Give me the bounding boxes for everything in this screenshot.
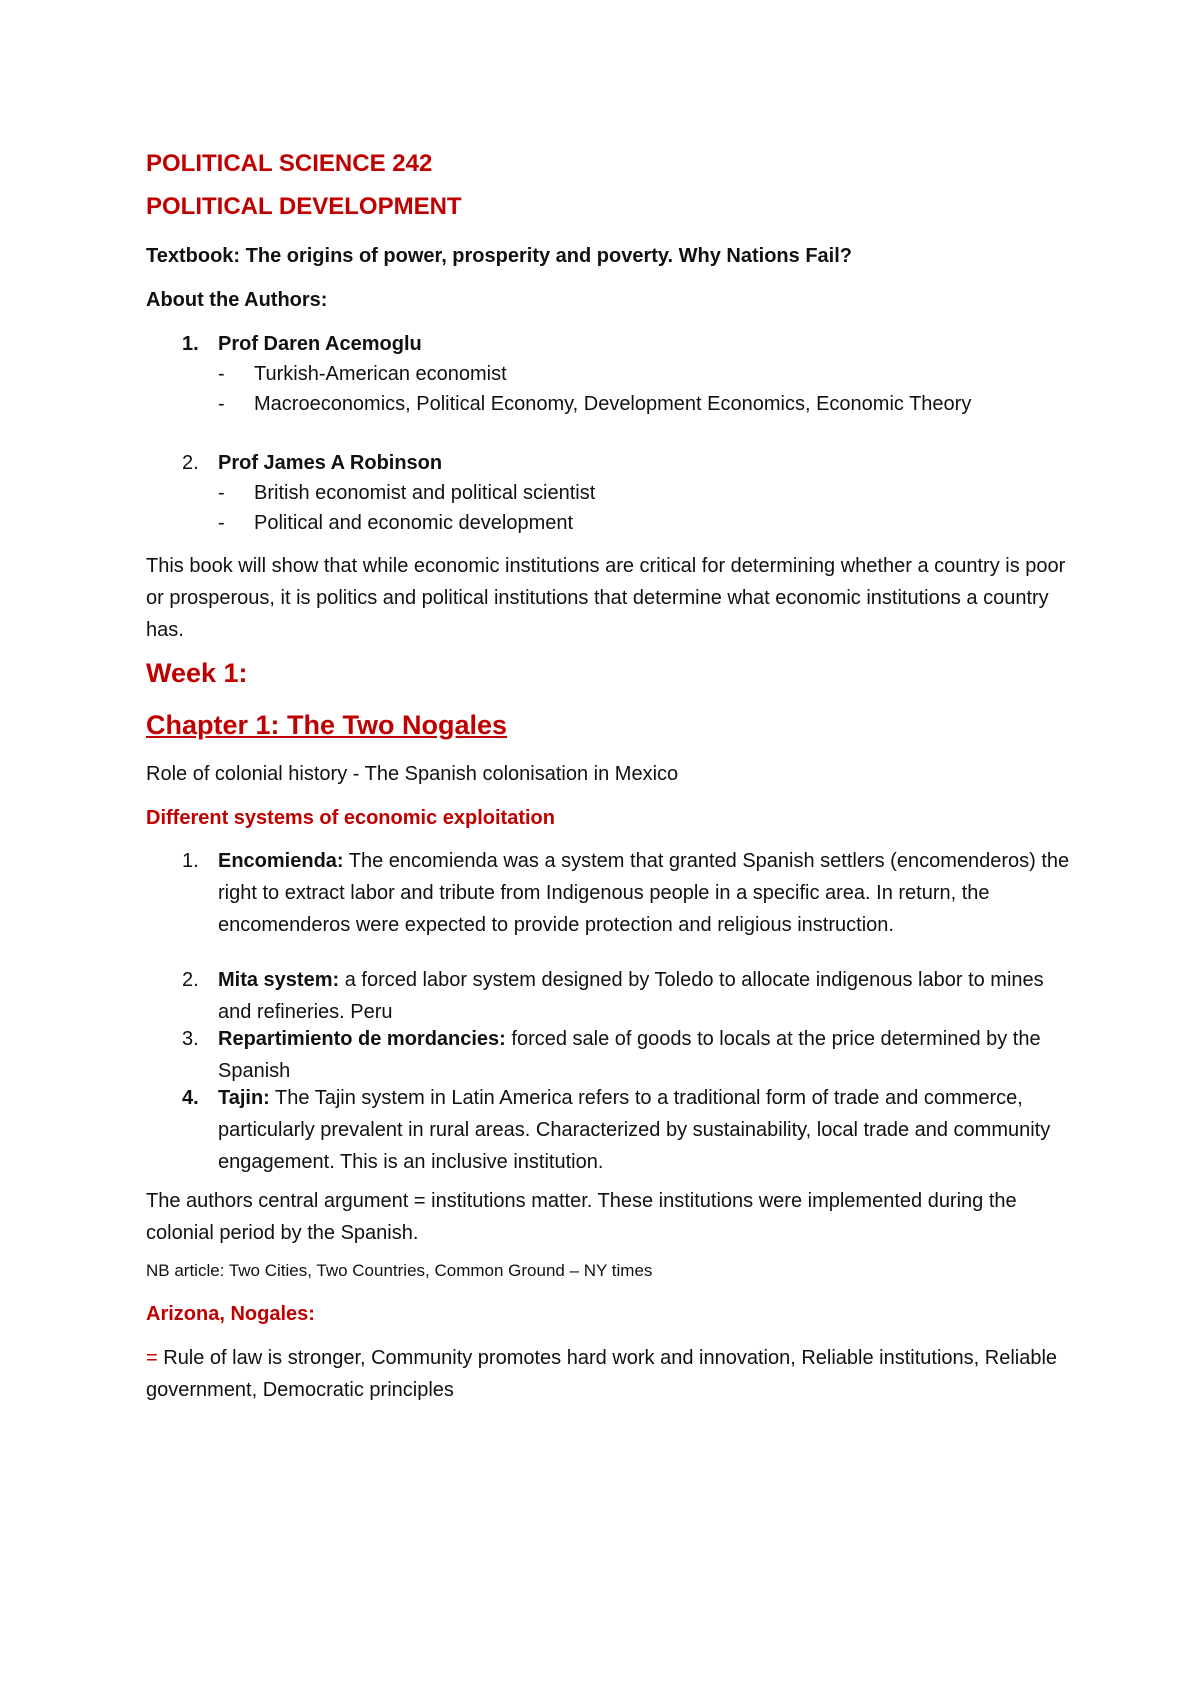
week-heading: Week 1: [146,658,248,688]
system-term: Mita system: [218,969,340,991]
system-term: Encomienda: [218,850,344,872]
author-detail: Turkish-American economist [254,363,507,385]
arizona-heading: Arizona, Nogales: [146,1303,315,1325]
system-item-tajin [218,1082,1078,1178]
about-authors-heading: About the Authors: [146,289,328,311]
system-item-encomienda [218,845,1078,941]
systems-heading: Different systems of economic exploitation [146,807,555,829]
system-term: Repartimiento de mordancies: [218,1028,506,1050]
arizona-paragraph [146,1342,1076,1406]
nb-article-note: NB article: Two Cities, Two Countries, Common Ground – NY times [146,1261,653,1280]
textbook-line: Textbook: The origins of power, prosperity and poverty. Why Nations Fail? [146,245,852,267]
list-dash: - [218,393,225,415]
system-item-mita [218,964,1078,1028]
author-detail: Macroeconomics, Political Economy, Development Economics, Economic Theory [254,393,972,415]
equals-sign: = [146,1347,158,1369]
author-number: 1. [182,333,199,355]
list-dash: - [218,363,225,385]
author-number: 2. [182,452,199,474]
arizona-description: Rule of law is stronger, Community promotes hard work and innovation, Reliable institutions, Reliable government, Democratic principles [146,1347,1058,1401]
system-item-repartimiento [218,1023,1078,1087]
system-number: 1. [182,850,199,872]
author-detail: British economist and political scientist [254,482,596,504]
list-dash: - [218,512,225,534]
argument-paragraph: The authors central argument = institutions matter. These institutions were implemented during the colonial period by the Spanish. [146,1190,1017,1244]
author-name: Prof James A Robinson [218,452,443,474]
system-description: forced sale of goods to locals at the price determined by the Spanish [218,1028,1041,1082]
author-name: Prof Daren Acemoglu [218,333,422,355]
system-description: The Tajin system in Latin America refers to a traditional form of trade and commerce, particularly prevalent in rural areas. Characterized by sustainability, local trade and community engagement. This is an inclusive institution. [218,1087,1051,1173]
system-number: 3. [182,1028,199,1050]
system-description: The encomienda was a system that granted Spanish settlers (encomenderos) the right to extract labor and tribute from Indigenous people in a specific area. In return, the encomenderos were expected to provide protection and religious instruction. [218,850,1070,936]
colonial-history-line: Role of colonial history - The Spanish colonisation in Mexico [146,763,679,785]
system-number: 4. [182,1087,199,1109]
course-subtitle: POLITICAL DEVELOPMENT [146,193,462,220]
course-title: POLITICAL SCIENCE 242 [146,150,433,177]
chapter-heading: Chapter 1: The Two Nogales [146,710,508,740]
system-term: Tajin: [218,1087,270,1109]
intro-paragraph: This book will show that while economic institutions are critical for determining whether a country is poor or prosperous, it is politics and political institutions that determine what economic institutions a country has. [146,555,1066,641]
author-detail: Political and economic development [254,512,574,534]
system-description: a forced labor system designed by Toledo to allocate indigenous labor to mines and refineries. Peru [218,969,1044,1023]
system-number: 2. [182,969,199,991]
list-dash: - [218,482,225,504]
